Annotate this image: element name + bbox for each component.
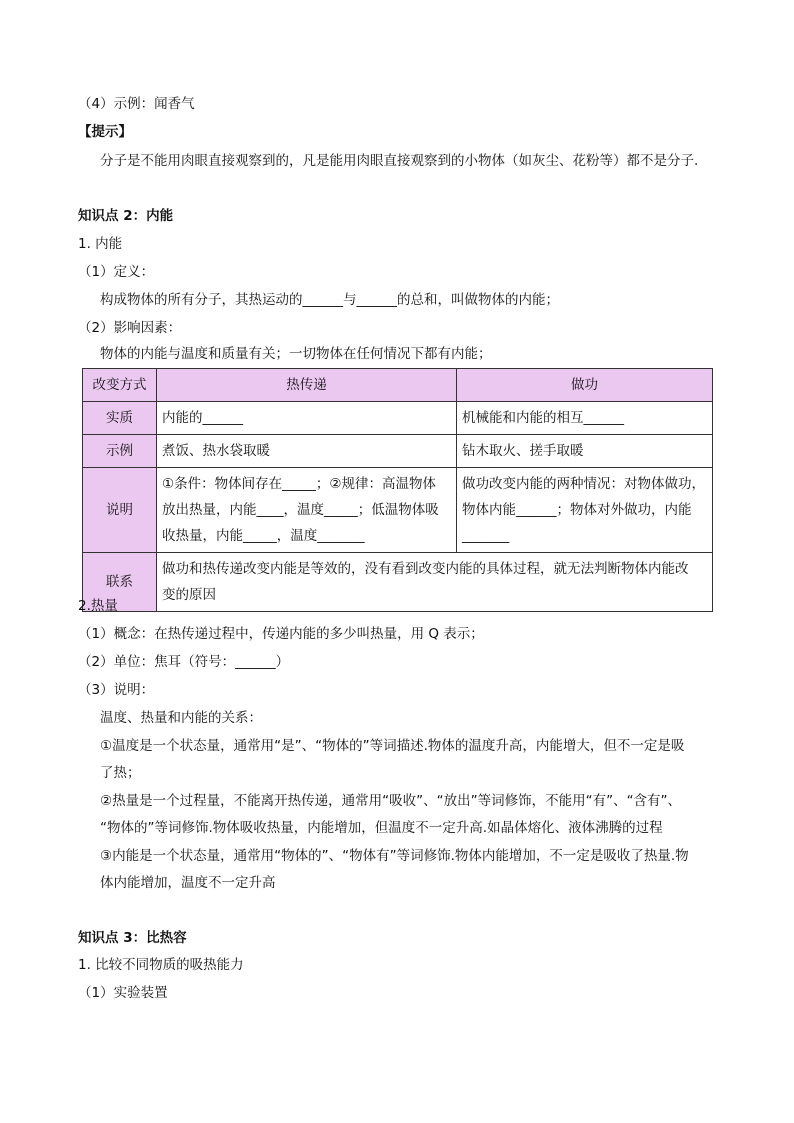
table-cell: [457, 468, 713, 553]
cell-line: 做功改变内能的两种情况：对物体做功，: [462, 476, 705, 492]
kp3-item1: 1. 比较不同物质的吸热能力: [78, 957, 244, 973]
cell-line: 做功和热传递改变内能是等效的，没有看到改变内能的具体过程，就无法判断物体内能改: [162, 561, 689, 577]
experiment-setup-label: （1）实验装置: [78, 985, 168, 1001]
row-label: 联系: [83, 553, 157, 612]
table-cell: 机械能和内能的相互______: [457, 402, 713, 435]
relation-title: 温度、热量和内能的关系：: [100, 710, 262, 726]
definition-text: 构成物体的所有分子，其热运动的______与______的总和，叫做物体的内能；: [100, 292, 559, 308]
table-header-cell: 热传递: [157, 369, 457, 402]
definition-label: （1）定义：: [78, 264, 155, 280]
kp2-heading: 知识点 2：内能: [78, 208, 174, 224]
point-2-line-b: “物体的”等词修饰.物体吸收热量，内能增加，但温度不一定升高.如晶体熔化、液体沸腾的过程: [100, 820, 663, 836]
table-cell: 钻木取火、搓手取暖: [457, 435, 713, 468]
point-1-line-b: 了热；: [100, 765, 141, 781]
cell-line: _______: [462, 528, 510, 544]
table-cell: 内能的______: [157, 402, 457, 435]
table-cell: [157, 468, 457, 553]
hint-title: 【提示】: [78, 124, 132, 140]
row-label: 实质: [83, 402, 157, 435]
cell-line: ①条件：物体间存在_____；②规律：高温物体: [162, 476, 436, 492]
table-row: [83, 553, 713, 612]
table-header-cell: 改变方式: [83, 369, 157, 402]
table-row: [83, 468, 713, 553]
factor-text: 物体的内能与温度和质量有关；一切物体在任何情况下都有内能；: [100, 346, 492, 362]
kp2-item2: 2.热量: [78, 598, 118, 614]
table-header-row: [83, 369, 713, 402]
cell-line: 收热量，内能_____，温度_______: [162, 528, 365, 544]
point-1-line-a: ①温度是一个状态量，通常用“是”、“物体的”等词描述.物体的温度升高，内能增大，但不一定是吸: [100, 738, 685, 754]
heat-unit: （2）单位：焦耳（符号：______）: [78, 654, 290, 670]
hint-text: 分子是不能用肉眼直接观察到的，凡是能用肉眼直接观察到的小物体（如灰尘、花粉等）都不是分子.: [100, 153, 699, 169]
point-2-line-a: ②热量是一个过程量，不能离开热传递，通常用“吸收”、“放出”等词修饰，不能用“有”、“含有”、: [100, 793, 682, 809]
factor-label: （2）影响因素：: [78, 320, 182, 336]
table-cell: [157, 553, 713, 612]
point-3-line-b: 体内能增加，温度不一定升高: [100, 875, 276, 891]
kp3-heading: 知识点 3：比热容: [78, 930, 187, 946]
table-row: [83, 435, 713, 468]
row-label: 示例: [83, 435, 157, 468]
table-row: [83, 402, 713, 435]
heat-concept: （1）概念：在热传递过程中，传递内能的多少叫热量，用 Q 表示；: [78, 626, 484, 642]
note-label: （3）说明：: [78, 682, 155, 698]
point-3-line-a: ③内能是一个状态量，通常用“物体的”、“物体有”等词修饰.物体内能增加，不一定是吸收了热量.物: [100, 848, 689, 864]
kp2-item1: 1. 内能: [78, 236, 123, 252]
cell-line: 物体内能______；物体对外做功，内能: [462, 502, 692, 518]
internal-energy-table: [82, 368, 713, 612]
row-label: 说明: [83, 468, 157, 553]
table-header-cell: 做功: [457, 369, 713, 402]
table-cell: 煮饭、热水袋取暖: [157, 435, 457, 468]
example-4-line: （4）示例：闻香气: [78, 96, 195, 112]
cell-line: 变的原因: [162, 587, 216, 603]
cell-line: 放出热量，内能____，温度_____；低温物体吸: [162, 502, 439, 518]
